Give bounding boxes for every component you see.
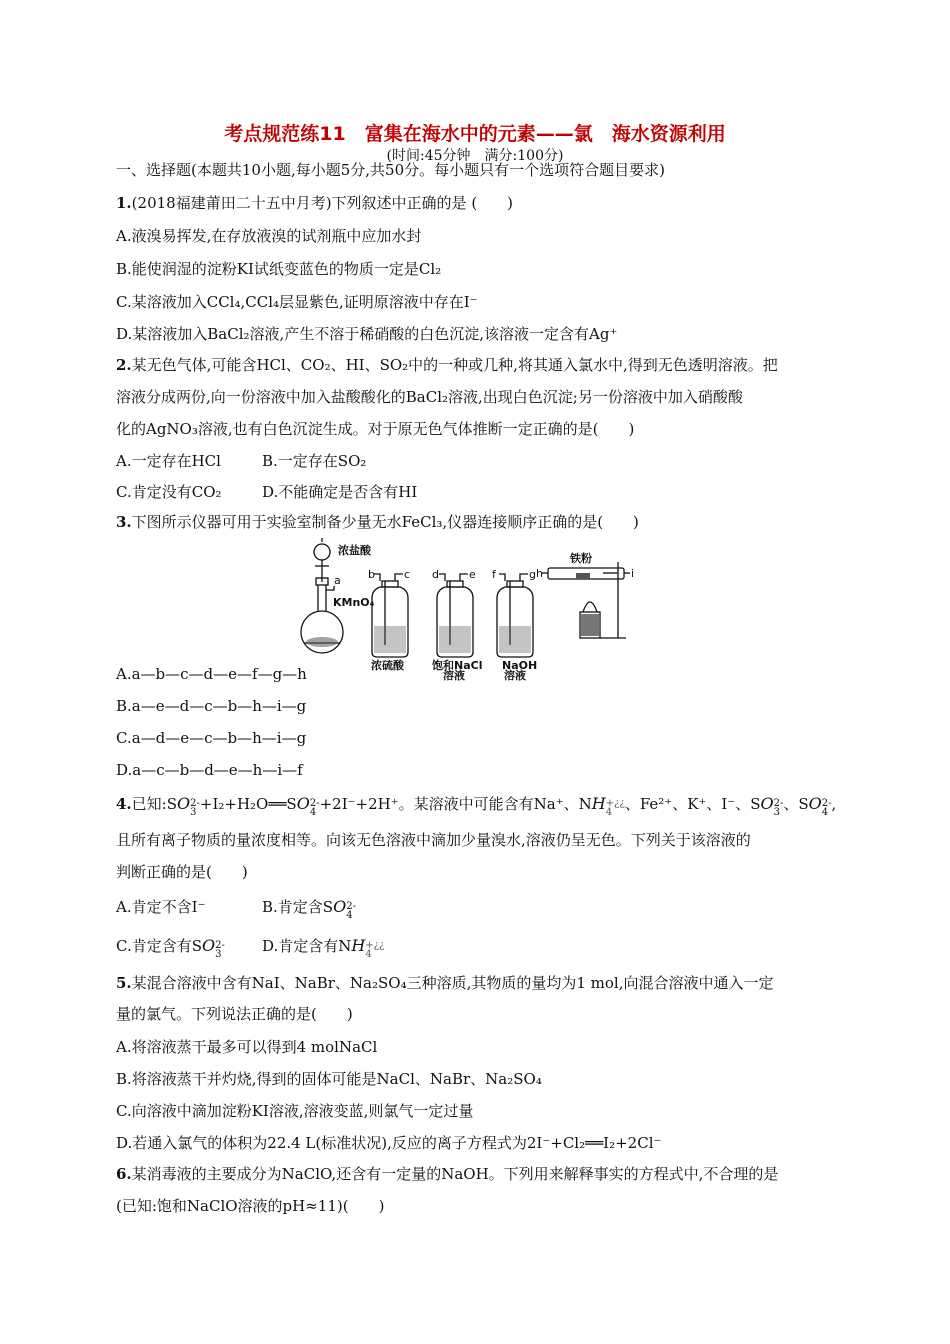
q5-option-d: D.若通入氯气的体积为22.4 L(标准状况),反应的离子方程式为2I⁻+Cl₂══I₂+2Cl⁻ xyxy=(116,1134,662,1152)
q4-options-cd xyxy=(116,936,384,959)
option-text: D.肯定含有N xyxy=(262,937,352,955)
question-stem-line: 且所有离子物质的量浓度相等。向该无色溶液中滴加少量溴水,溶液仍呈无色。下列关于该溶液的 xyxy=(116,831,751,849)
stem-part: +I₂+H₂O══S xyxy=(199,795,297,813)
charge: 2- xyxy=(215,940,225,951)
ion-script xyxy=(190,799,200,817)
page-title: 考点规范练11 富集在海水中的元素——氯 海水资源利用 xyxy=(224,123,726,145)
question-stem-line: 某无色气体,可能含HCl、CO₂、HI、SO₂中的一种或几种,将其通入氯水中,得到无色透明溶液。把 xyxy=(131,356,778,374)
question-stem: (2018福建莆田二十五中月考)下列叙述中正确的是 ( ) xyxy=(131,194,514,212)
question-number: 2. xyxy=(116,356,132,374)
stem-part: 、Fe²⁺、K⁺、I⁻、S xyxy=(624,795,761,813)
charge: 2- xyxy=(309,798,320,809)
question-1 xyxy=(116,193,513,213)
question-4 xyxy=(116,794,836,817)
count: 3 xyxy=(215,949,222,960)
label-bottle-3-line2: 溶液 xyxy=(504,669,526,682)
q2-options-cd xyxy=(116,482,417,502)
stem-part: +2I⁻+2H⁺。某溶液中可能含有Na⁺、N xyxy=(319,795,592,813)
label-iron-powder: 铁粉 xyxy=(570,552,592,565)
charge: 2- xyxy=(190,798,200,809)
stem-part: , xyxy=(831,795,837,813)
stem-part: 已知:S xyxy=(131,795,178,813)
label-conc-hcl: 浓盐酸 xyxy=(338,544,371,557)
count: 4 xyxy=(605,807,613,818)
charge: 2- xyxy=(346,901,356,912)
q4-option-b xyxy=(262,897,356,921)
question-5 xyxy=(116,973,774,993)
q1-option-d: D.某溶液加入BaCl₂溶液,产生不溶于稀硝酸的白色沉淀,该溶液一定含有Ag⁺ xyxy=(116,325,618,343)
letter-e: e xyxy=(469,568,476,581)
q5-option-a: A.将溶液蒸干最多可以得到4 molNaCl xyxy=(116,1038,378,1056)
label-kmno4: KMnO₄ xyxy=(333,596,375,609)
question-stem-line: 量的氯气。下列说法正确的是( ) xyxy=(116,1005,353,1023)
count: 4 xyxy=(821,807,829,818)
q2-option-b: B.一定存在SO₂ xyxy=(262,452,367,470)
ion-nh4: H xyxy=(351,936,366,955)
count: 4 xyxy=(346,910,353,921)
ion-so4: O xyxy=(296,794,310,813)
q4-options-ab xyxy=(116,897,356,920)
question-stem-line: (已知:饱和NaClO溶液的pH≈11)( ) xyxy=(116,1197,385,1215)
count: 3 xyxy=(773,807,780,818)
label-bottle-2-line2: 溶液 xyxy=(443,669,465,682)
q5-option-c: C.向溶液中滴加淀粉KI溶液,溶液变蓝,则氯气一定过量 xyxy=(116,1102,474,1120)
letter-d: d xyxy=(432,568,439,581)
question-stem-line: 溶液分成两份,向一份溶液中加入盐酸酸化的BaCl₂溶液,出现白色沉淀;另一份溶液中加入硝酸酸 xyxy=(116,388,743,406)
ion-so4: O xyxy=(333,897,347,916)
option-text: C.肯定含有S xyxy=(116,937,202,955)
charge: +¿¿ xyxy=(605,798,625,809)
ion-script xyxy=(215,941,225,959)
question-stem-line: 判断正确的是( ) xyxy=(116,863,248,881)
letter-a: a xyxy=(334,574,341,587)
question-stem: 下图所示仪器可用于实验室制备少量无水FeCl₃,仪器连接顺序正确的是( ) xyxy=(131,513,639,531)
ion-script xyxy=(310,799,320,817)
q3-option-a: A.a—b—c—d—e—f—g—h xyxy=(116,665,307,683)
charge: +¿¿ xyxy=(365,940,385,951)
q3-option-d: D.a—c—b—d—e—h—i—f xyxy=(116,761,303,779)
page-subtitle: (时间:45分钟 满分:100分) xyxy=(386,148,564,164)
ion-nh4: H xyxy=(591,794,606,813)
ion-script xyxy=(822,799,832,817)
stem-part: 、S xyxy=(783,795,809,813)
ion-so3: O xyxy=(202,936,216,955)
q4-option-a: A.肯定不含I⁻ xyxy=(116,898,206,916)
charge: 2- xyxy=(821,798,832,809)
q4-option-d xyxy=(262,936,385,960)
question-stem-line: 某消毒液的主要成分为NaClO,还含有一定量的NaOH。下列用来解释事实的方程式中,不合理的是 xyxy=(131,1165,779,1183)
ion-script xyxy=(365,941,384,959)
count: 4 xyxy=(309,807,317,818)
q2-option-d: D.不能确定是否含有HI xyxy=(262,483,418,501)
q2-options-ab xyxy=(116,451,366,471)
question-number: 6. xyxy=(116,1165,132,1183)
letter-i: i xyxy=(631,567,635,580)
apparatus-figure xyxy=(300,540,635,682)
ion-script xyxy=(774,799,784,817)
question-stem-line: 化的AgNO₃溶液,也有白色沉淀生成。对于原无色气体推断一定正确的是( ) xyxy=(116,420,635,438)
count: 4 xyxy=(365,949,372,960)
q3-option-b: B.a—e—d—c—b—h—i—g xyxy=(116,697,307,715)
label-bottle-3-line1: NaOH xyxy=(502,659,538,672)
q2-option-a: A.一定存在HCl xyxy=(116,452,221,470)
letter-f: f xyxy=(492,568,496,581)
question-number: 1. xyxy=(116,194,132,212)
letter-g: g xyxy=(529,568,536,581)
count: 3 xyxy=(190,807,197,818)
q1-option-b: B.能使润湿的淀粉KI试纸变蓝色的物质一定是Cl₂ xyxy=(116,260,442,278)
q1-option-c: C.某溶液加入CCl₄,CCl₄层显紫色,证明原溶液中存在I⁻ xyxy=(116,293,478,311)
question-2 xyxy=(116,355,778,375)
q4-option-c xyxy=(116,936,262,959)
question-stem-line: 某混合溶液中含有NaI、NaBr、Na₂SO₄三种溶质,其物质的量均为1 mol,向混合溶液中通入一定 xyxy=(131,974,774,992)
charge: 2- xyxy=(773,798,784,809)
q1-option-a: A.液溴易挥发,在存放液溴的试剂瓶中应加水封 xyxy=(116,227,422,245)
question-6 xyxy=(116,1164,778,1184)
question-3 xyxy=(116,512,639,532)
question-number: 3. xyxy=(116,513,132,531)
letter-c: c xyxy=(404,568,411,581)
letter-b: b xyxy=(368,568,375,581)
label-bottle-1: 浓硫酸 xyxy=(371,659,404,672)
ion-so3: O xyxy=(760,794,774,813)
section-heading: 一、选择题(本题共10小题,每小题5分,共50分。每小题只有一个选项符合题目要求) xyxy=(116,161,665,179)
question-number: 5. xyxy=(116,974,132,992)
letter-h: h xyxy=(536,567,543,580)
option-text: B.肯定含S xyxy=(262,898,334,916)
q2-option-c: C.肯定没有CO₂ xyxy=(116,483,222,501)
label-bottle-2-line1: 饱和NaCl xyxy=(432,659,483,672)
ion-so4: O xyxy=(808,794,822,813)
ion-script xyxy=(346,902,356,920)
ion-script xyxy=(606,799,625,817)
ion-so3: O xyxy=(177,794,191,813)
q5-option-b: B.将溶液蒸干并灼烧,得到的固体可能是NaCl、NaBr、Na₂SO₄ xyxy=(116,1070,542,1088)
q3-option-c: C.a—d—e—c—b—h—i—g xyxy=(116,729,307,747)
question-number: 4. xyxy=(116,795,132,813)
